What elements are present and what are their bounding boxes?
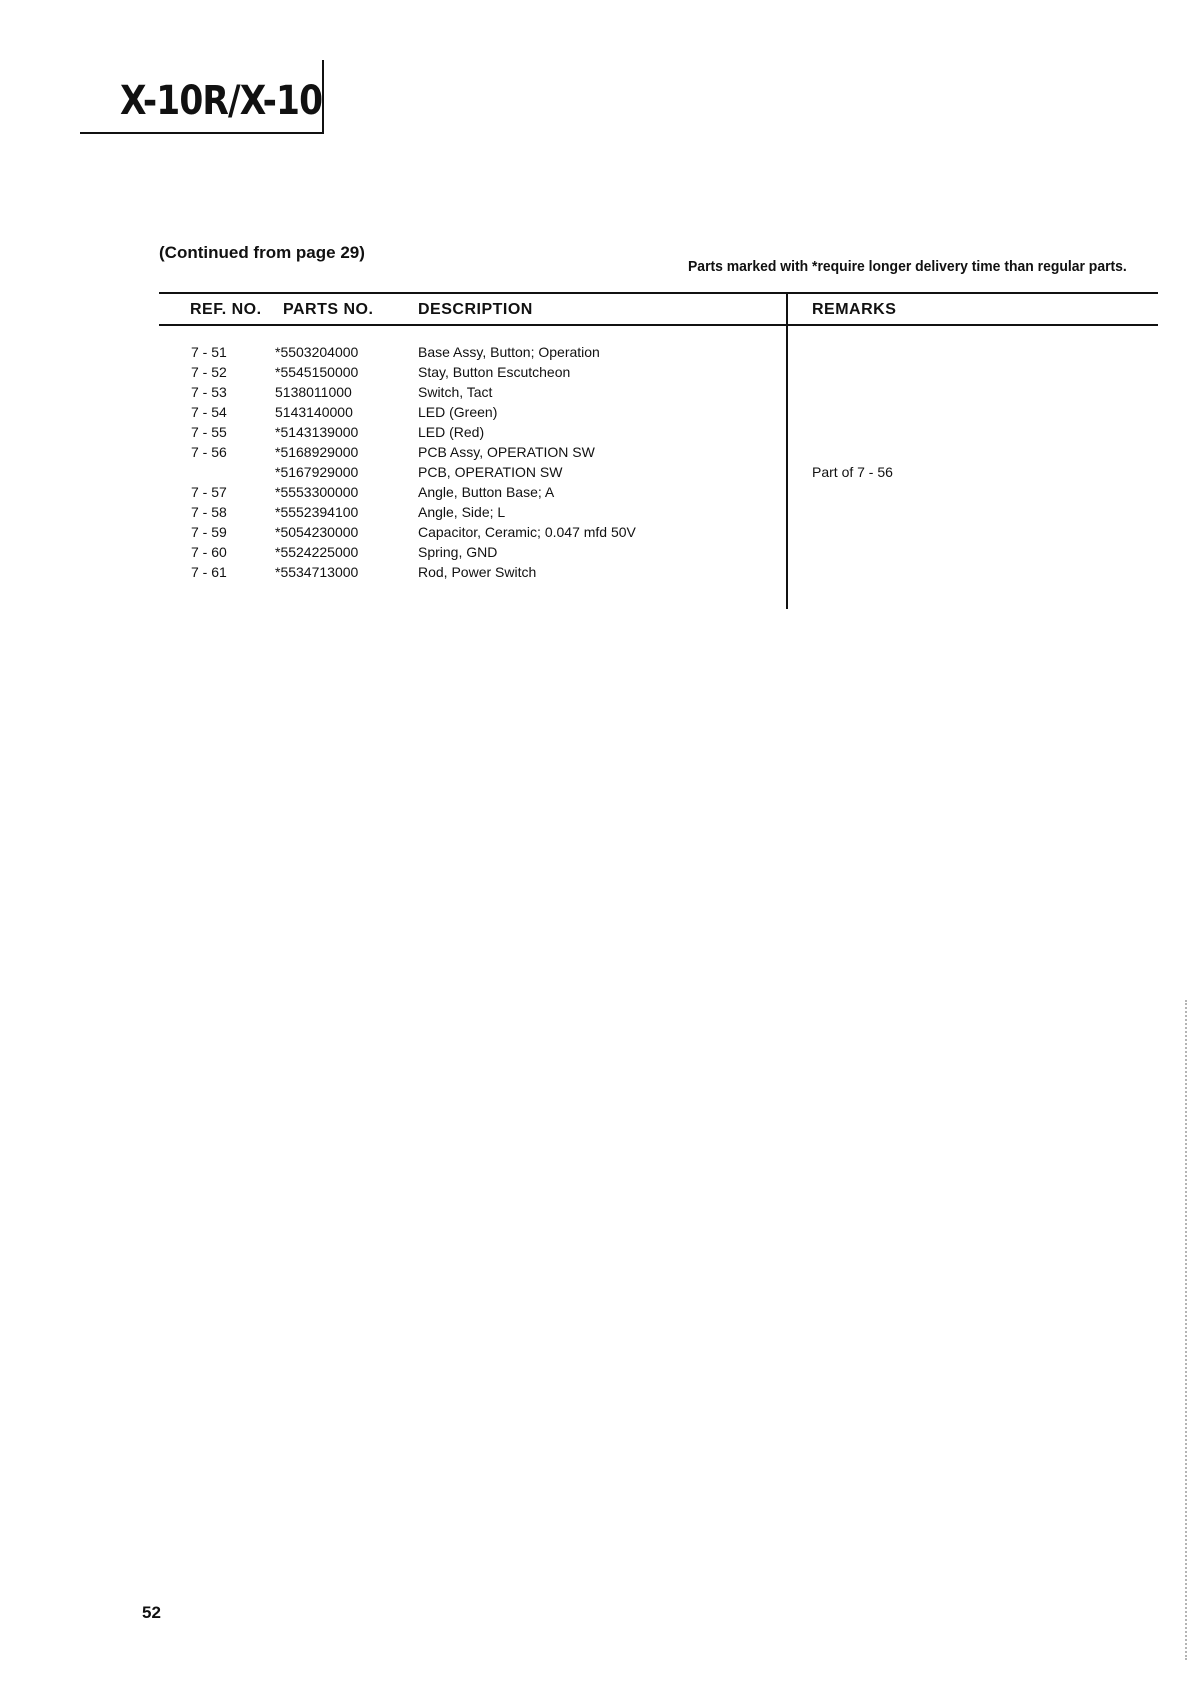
table-row — [0, 542, 1191, 562]
ref-no: 7 - 58 — [191, 504, 227, 520]
scan-edge-artifact — [1185, 1000, 1187, 1660]
parts-no: 5138011000 — [275, 384, 352, 400]
header-ref-no: REF. NO. — [190, 301, 262, 318]
ref-no: 7 - 61 — [191, 564, 227, 580]
header-parts-no: PARTS NO. — [283, 301, 374, 318]
ref-no: 7 - 59 — [191, 524, 227, 540]
parts-no: *5534713000 — [275, 564, 359, 580]
table-row — [0, 462, 1191, 482]
ref-no: 7 - 60 — [191, 544, 227, 560]
parts-no: *5545150000 — [275, 364, 359, 380]
ref-no: 7 - 54 — [191, 404, 227, 420]
parts-no: 5143140000 — [275, 404, 353, 420]
description: PCB Assy, OPERATION SW — [418, 444, 595, 460]
parts-no: *5167929000 — [275, 464, 359, 480]
page-number: 52 — [142, 1603, 161, 1622]
ref-no: 7 - 52 — [191, 364, 227, 380]
ref-no: 7 - 55 — [191, 424, 227, 440]
title-underline — [80, 132, 324, 134]
table-row — [0, 522, 1191, 542]
ref-no: 7 - 57 — [191, 484, 227, 500]
model-title: X-10R/X-10 — [120, 78, 323, 124]
table-row — [0, 362, 1191, 382]
description: LED (Green) — [418, 404, 498, 420]
description: Switch, Tact — [418, 384, 493, 400]
description: Spring, GND — [418, 544, 498, 560]
description: Base Assy, Button; Operation — [418, 344, 600, 360]
table-row — [0, 402, 1191, 422]
header-description: DESCRIPTION — [418, 301, 533, 318]
description: Angle, Side; L — [418, 504, 506, 520]
table-row — [0, 562, 1191, 582]
parts-no: *5054230000 — [275, 524, 359, 540]
table-header-rule — [159, 324, 1158, 326]
table-row — [0, 502, 1191, 522]
table-row — [0, 442, 1191, 462]
table-row — [0, 382, 1191, 402]
description: Angle, Button Base; A — [418, 484, 555, 500]
parts-no: *5143139000 — [275, 424, 359, 440]
delivery-note: Parts marked with *require longer delivery time than regular parts. — [688, 258, 1127, 275]
title-side-rule — [322, 60, 324, 133]
description: PCB, OPERATION SW — [418, 464, 563, 480]
ref-no: 7 - 51 — [191, 344, 227, 360]
parts-no: *5524225000 — [275, 544, 359, 560]
parts-table-body — [0, 342, 1191, 582]
description: Capacitor, Ceramic; 0.047 mfd 50V — [418, 524, 636, 540]
table-row — [0, 482, 1191, 502]
description: LED (Red) — [418, 424, 485, 440]
table-row — [0, 342, 1191, 362]
table-row — [0, 422, 1191, 442]
continued-note: (Continued from page 29) — [159, 243, 365, 262]
parts-no: *5503204000 — [275, 344, 359, 360]
description: Stay, Button Escutcheon — [418, 364, 571, 380]
remarks: Part of 7 - 56 — [812, 464, 893, 480]
header-remarks: REMARKS — [812, 301, 897, 318]
parts-no: *5552394100 — [275, 504, 359, 520]
description: Rod, Power Switch — [418, 564, 537, 580]
parts-no: *5553300000 — [275, 484, 359, 500]
ref-no: 7 - 53 — [191, 384, 227, 400]
table-top-rule — [159, 292, 1158, 294]
ref-no: 7 - 56 — [191, 444, 227, 460]
parts-no: *5168929000 — [275, 444, 359, 460]
